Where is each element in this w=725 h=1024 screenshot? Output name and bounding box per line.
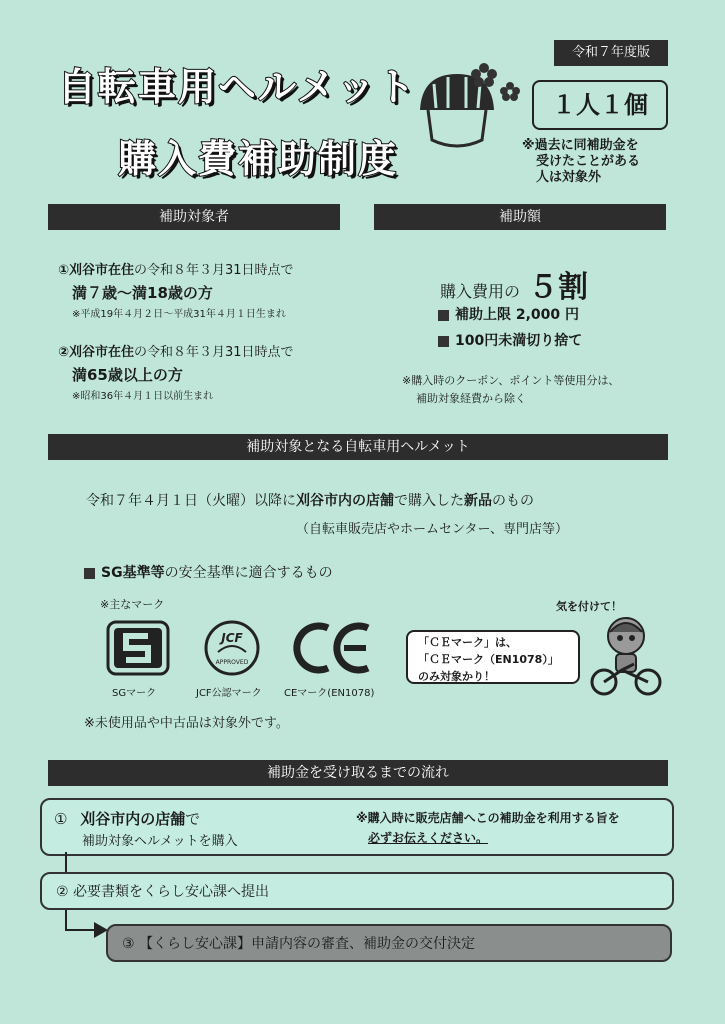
eligible-header: 補助対象者 xyxy=(48,204,340,230)
limit-note: ※過去に同補助金を 受けたことがある 人は対象外 xyxy=(522,138,641,185)
ce-balloon: 「ＣＥマーク」は、 「ＣＥマーク（EN1078）」 のみ対象かり！ xyxy=(406,630,580,684)
sg-standard: SG基準等の安全基準に適合するもの xyxy=(84,562,333,582)
jcf-mark-label: JCF公認マーク xyxy=(196,688,262,699)
svg-text:JCF: JCF xyxy=(221,631,243,645)
flow-header: 補助金を受け取るまでの流れ xyxy=(48,760,668,786)
amount-note: ※購入時のクーポン、ポイント等使用分は、 補助対象経費から除く xyxy=(402,374,620,405)
amount-bullet1: 補助上限 2,000 円 xyxy=(438,304,579,324)
sg-mark-icon xyxy=(106,620,170,676)
marks-label: ※主なマーク xyxy=(100,598,165,611)
ce-mark-icon xyxy=(292,620,376,676)
ce-mark-label: CEマーク(EN1078) xyxy=(284,688,375,699)
eligible-item2: ②刈谷市在住の令和８年３月31日時点で 満65歳以上の方 ※昭和36年４月１日以前生まれ xyxy=(58,345,294,402)
edition-badge: 令和７年度版 xyxy=(554,40,668,66)
limit-box: １人１個 xyxy=(532,80,668,130)
title-line1: 自転車用ヘルメット xyxy=(58,65,417,109)
flow-step2: ② 必要書類をくらし安心課へ提出 xyxy=(40,872,674,910)
helmet-line2: （自転車販売店やホームセンター、専門店等） xyxy=(296,522,568,537)
amount-lead: 購入費用の ５割 xyxy=(440,270,589,305)
sg-mark-label: SGマーク xyxy=(112,688,157,699)
flow-step3: ③ 【くらし安心課】申請内容の審査、補助金の交付決定 xyxy=(106,924,672,962)
careful-text: 気を付けて！ xyxy=(556,600,622,613)
helmet-header: 補助対象となる自転車用ヘルメット xyxy=(48,434,668,460)
amount-header: 補助額 xyxy=(374,204,666,230)
amount-bullet2: 100円未満切り捨て xyxy=(438,330,582,350)
helmet-line1: 令和７年４月１日（火曜）以降に刈谷市内の店舗で購入した新品のもの xyxy=(86,493,534,509)
jcf-mark-icon xyxy=(204,618,260,680)
mascot-bicycle-illustration xyxy=(586,614,666,698)
flow-step1: ① 刈谷市内の店舗で 補助対象ヘルメットを購入 ※購入時に販売店舗へこの補助金を利用する旨を 必ずお伝えください。 xyxy=(40,798,674,856)
svg-text:APPROVED: APPROVED xyxy=(215,659,249,666)
title-line2: 購入費補助制度 xyxy=(118,137,399,181)
flower-icon xyxy=(466,58,526,108)
unused-note: ※未使用品や中古品は対象外です。 xyxy=(84,716,289,731)
eligible-item1: ①刈谷市在住の令和８年３月31日時点で 満７歳〜満18歳の方 ※平成19年４月２日〜平成31年４月１日生まれ xyxy=(58,263,294,320)
